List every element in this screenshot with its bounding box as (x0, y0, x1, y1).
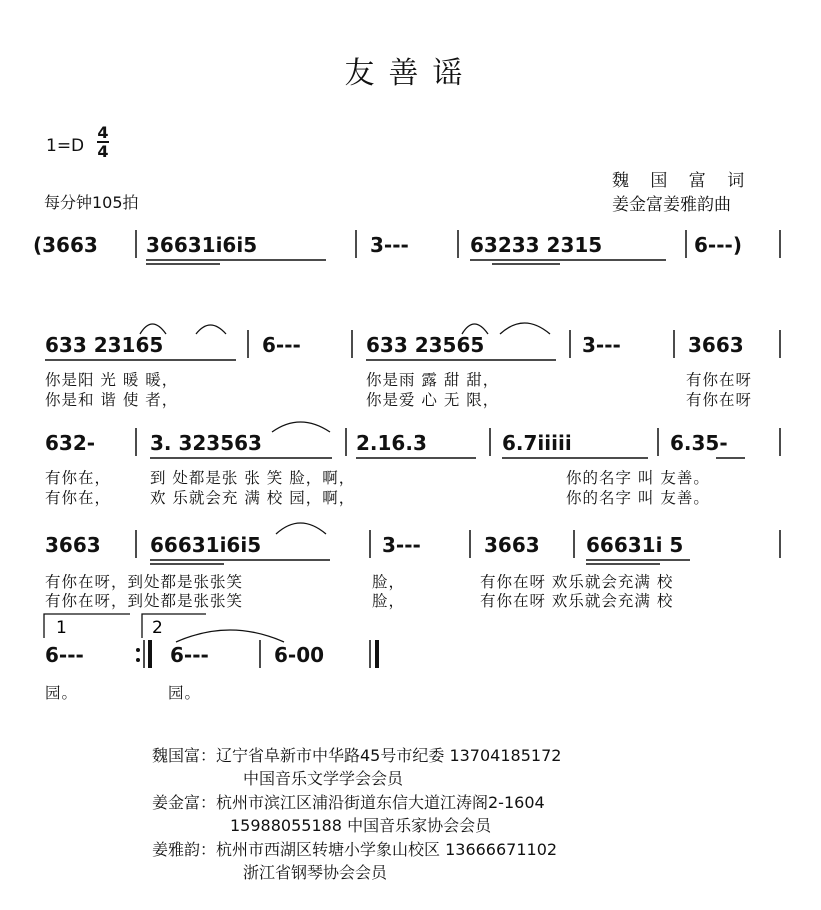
lyric-row2-v2-a: 你是和 谐 使 者， (45, 391, 179, 409)
measure-2-3: 633 23565 (366, 333, 485, 357)
lyric-row3-v2-a: 有你在， (45, 489, 112, 507)
lyric-row5-a: 园。 (45, 684, 79, 702)
lyric-row2-v1-b: 你是雨 露 甜 甜， (366, 371, 500, 389)
lyric-row4-v1-c: 有你在呀 欢乐就会充满 校 (480, 573, 674, 591)
measure-3-1: 632- (45, 431, 96, 455)
measure-5-3: 6-00 (274, 643, 325, 667)
contact-jiang-line1: 姜金富：杭州市滨江区浦沿街道东信大道江涛阁2-1604 (152, 793, 545, 812)
measure-2-2: 6--- (262, 333, 301, 357)
tempo-marking: 每分钟105拍 (44, 193, 139, 212)
contact-yayun-line1: 姜雅韵：杭州市西湖区转塘小学象山校区 13666671102 (152, 840, 558, 859)
lyric-row2-v1-c: 有你在呀 (686, 371, 753, 389)
lyric-row3-v1-c: 你的名字 叫 友善。 (566, 469, 710, 487)
measure-1-4: 63233 2315 (470, 233, 603, 257)
song-title: 友善谣 (344, 56, 477, 91)
lyricist-credit: 魏 国 富 词 (612, 171, 753, 191)
measure-1-5: 6---) (694, 233, 742, 257)
lyric-row3-v1-b: 到 处都是张 张 笑 脸，啊， (150, 469, 356, 487)
measure-5-1: 6--- (45, 643, 84, 667)
measure-3-3: 2.16.3 (356, 431, 427, 455)
measure-3-2: 3. 323563 (150, 431, 262, 455)
contact-jiang-line2: 15988055188 中国音乐家协会会员 (230, 816, 492, 835)
measure-3-5: 6.35- (670, 431, 728, 455)
lyric-row3-v1-a: 有你在， (45, 469, 112, 487)
time-signature-top: 4 (97, 123, 109, 142)
measure-1-1: (3663 (33, 233, 98, 257)
time-signature-bottom: 4 (97, 142, 109, 161)
notation-row-1 (33, 230, 780, 264)
measure-4-2: 66631i6i5 (150, 533, 262, 557)
measure-2-4: 3--- (582, 333, 621, 357)
notation-row-2 (45, 323, 780, 360)
volta-label-2: 2 (152, 618, 163, 638)
lyric-row5-b: 园。 (168, 684, 202, 702)
measure-2-1: 633 23165 (45, 333, 164, 357)
key-signature: 1=D (46, 136, 85, 156)
lyric-row4-v2-c: 有你在呀 欢乐就会充满 校 (480, 592, 674, 610)
measure-2-5: 3663 (688, 333, 744, 357)
measure-1-2: 36631i6i5 (146, 233, 258, 257)
measure-4-3: 3--- (382, 533, 421, 557)
lyric-row2-v2-b: 你是爱 心 无 限， (366, 391, 500, 409)
notation-row-3 (45, 422, 780, 458)
lyric-row3-v2-c: 你的名字 叫 友善。 (566, 489, 710, 507)
volta-label-1: 1 (56, 618, 67, 638)
contact-wei-line1: 魏国富：辽宁省阜新市中华路45号市纪委 13704185172 (152, 746, 562, 765)
lyric-row4-v2-a: 有你在呀，到处都是张张笑 (45, 592, 244, 610)
measure-1-3: 3--- (370, 233, 409, 257)
measure-4-1: 3663 (45, 533, 101, 557)
measure-3-4: 6.7iiiii (502, 431, 572, 455)
measure-4-5: 66631i 5 (586, 533, 684, 557)
lyric-row4-v1-a: 有你在呀，到处都是张张笑 (45, 573, 244, 591)
contact-wei-line2: 中国音乐文学学会会员 (243, 769, 404, 788)
notation-row-5 (44, 614, 377, 668)
lyric-row4-v2-b: 脸， (372, 592, 406, 610)
lyric-row4-v1-b: 脸， (372, 573, 406, 591)
composer-credit: 姜金富姜雅韵曲 (612, 195, 731, 215)
lyric-row3-v2-b: 欢 乐就会充 满 校 园，啊， (150, 489, 356, 507)
measure-5-2: 6--- (170, 643, 209, 667)
contact-yayun-line2: 浙江省钢琴协会会员 (243, 863, 388, 882)
notation-row-4 (45, 523, 780, 564)
lyric-row2-v2-c: 有你在呀 (686, 391, 753, 409)
lyric-row2-v1-a: 你是阳 光 暖 暖， (45, 371, 179, 389)
measure-4-4: 3663 (484, 533, 540, 557)
